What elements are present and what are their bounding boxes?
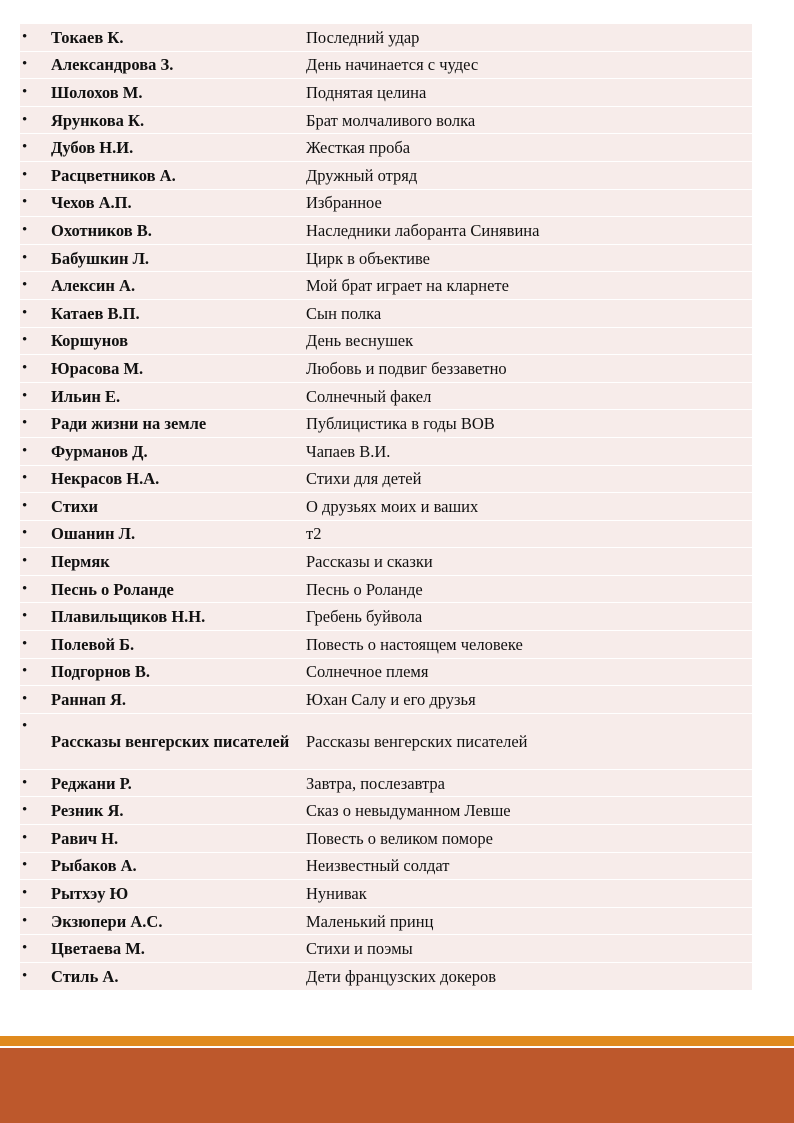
bullet: •	[22, 608, 28, 625]
author-cell: Коршунов	[51, 331, 129, 351]
author-cell: Раннап Я.	[51, 690, 127, 710]
title-cell: Песнь о Роланде	[306, 579, 423, 599]
title-cell: Солнечный факел	[306, 386, 432, 406]
author-cell: Реджани Р.	[51, 773, 132, 793]
bullet: •	[22, 635, 28, 652]
title-cell: Избранное	[306, 193, 382, 213]
author-cell: Ошанин Л.	[51, 524, 136, 544]
title-cell: Рассказы венгерских писателей	[306, 731, 528, 751]
bullet: •	[22, 304, 28, 321]
author-cell: Стиль А.	[51, 966, 119, 986]
author-cell: Рассказы венгерских писателей	[51, 731, 290, 751]
bullet: •	[22, 829, 28, 846]
author-cell: Подгорнов В.	[51, 662, 150, 682]
table-row	[20, 548, 752, 576]
table-row	[20, 24, 752, 52]
table-row	[20, 493, 752, 521]
title-cell: Чапаев В.И.	[306, 441, 391, 461]
bullet: •	[22, 56, 28, 73]
title-cell: Юхан Салу и его друзья	[306, 690, 476, 710]
bullet: •	[22, 415, 28, 432]
bullet: •	[22, 470, 28, 487]
author-cell: Александрова З.	[51, 55, 174, 75]
title-cell: Брат молчаливого волка	[306, 110, 476, 130]
author-cell: Ильин Е.	[51, 386, 121, 406]
author-cell: Резник Я.	[51, 801, 124, 821]
title-cell: О друзьях моих и ваших	[306, 496, 479, 516]
title-cell: Цирк в объективе	[306, 248, 430, 268]
author-cell: Шолохов М.	[51, 82, 143, 102]
title-cell: Наследники лаборанта Синявина	[306, 220, 540, 240]
bullet: •	[22, 221, 28, 238]
bullet: •	[22, 387, 28, 404]
author-cell: Цветаева М.	[51, 939, 145, 959]
title-cell: День начинается с чудес	[306, 55, 479, 75]
footer-accent-line	[0, 1036, 794, 1046]
bullet: •	[22, 967, 28, 984]
table-row	[20, 52, 752, 80]
author-cell: Расцветников А.	[51, 165, 176, 185]
table-row	[20, 908, 752, 936]
title-cell: Любовь и подвиг беззаветно	[306, 358, 507, 378]
author-cell: Юрасова М.	[51, 358, 144, 378]
bullet: •	[22, 717, 28, 734]
author-cell: Алексин А.	[51, 276, 136, 296]
author-cell: Ярункова К.	[51, 110, 145, 130]
author-cell: Токаев К.	[51, 27, 124, 47]
table-row	[20, 355, 752, 383]
title-cell: Неизвестный солдат	[306, 856, 450, 876]
table-row	[20, 300, 752, 328]
author-cell: Рытхэу Ю	[51, 884, 129, 904]
title-cell: Мой брат играет на кларнете	[306, 276, 509, 296]
title-cell: Дружный отряд	[306, 165, 418, 185]
title-cell: Последний удар	[306, 27, 420, 47]
table-row	[20, 521, 752, 549]
bullet: •	[22, 663, 28, 680]
title-cell: Публицистика в годы ВОВ	[306, 414, 495, 434]
table-row	[20, 659, 752, 687]
title-cell: Солнечное племя	[306, 662, 429, 682]
table-row	[20, 963, 752, 991]
bullet: •	[22, 332, 28, 349]
bullet: •	[22, 139, 28, 156]
author-cell: Чехов А.П.	[51, 193, 132, 213]
bullet: •	[22, 111, 28, 128]
bullet: •	[22, 83, 28, 100]
bullet: •	[22, 525, 28, 542]
title-cell: Сказ о невыдуманном Левше	[306, 801, 511, 821]
bullet: •	[22, 774, 28, 791]
title-cell: Нунивак	[306, 884, 367, 904]
author-cell: Пермяк	[51, 552, 110, 572]
table-row	[20, 162, 752, 190]
author-cell: Стихи	[51, 496, 99, 516]
title-cell: Жесткая проба	[306, 138, 411, 158]
bullet: •	[22, 249, 28, 266]
bullet: •	[22, 940, 28, 957]
table-row	[20, 880, 752, 908]
table-row	[20, 576, 752, 604]
table-row	[20, 79, 752, 107]
title-cell: День веснушек	[306, 331, 414, 351]
title-cell: т2	[306, 524, 322, 544]
bullet: •	[22, 580, 28, 597]
bullet: •	[22, 28, 28, 45]
bullet: •	[22, 857, 28, 874]
author-cell: Бабушкин Л.	[51, 248, 150, 268]
author-cell: Песнь о Роланде	[51, 579, 174, 599]
table-row	[20, 714, 752, 770]
author-cell: Фурманов Д.	[51, 441, 148, 461]
table-row	[20, 190, 752, 218]
title-cell: Дети французских докеров	[306, 966, 497, 986]
table-row	[20, 825, 752, 853]
author-cell: Дубов Н.И.	[51, 138, 134, 158]
table-row	[20, 272, 752, 300]
bullet: •	[22, 912, 28, 929]
bullet: •	[22, 553, 28, 570]
title-cell: Стихи для детей	[306, 469, 422, 489]
bullet: •	[22, 359, 28, 376]
table-row	[20, 134, 752, 162]
table-row	[20, 686, 752, 714]
author-cell: Некрасов Н.А.	[51, 469, 160, 489]
bullet: •	[22, 802, 28, 819]
book-list-table	[20, 24, 752, 991]
table-row	[20, 438, 752, 466]
title-cell: Сын полка	[306, 303, 382, 323]
bullet: •	[22, 166, 28, 183]
footer-band	[0, 1048, 794, 1123]
table-row	[20, 328, 752, 356]
author-cell: Ради жизни на земле	[51, 414, 207, 434]
table-row	[20, 107, 752, 135]
table-row	[20, 770, 752, 798]
title-cell: Гребень буйвола	[306, 607, 423, 627]
title-cell: Поднятая целина	[306, 82, 427, 102]
title-cell: Повесть о великом поморе	[306, 828, 493, 848]
title-cell: Завтра, послезавтра	[306, 773, 445, 793]
table-row	[20, 603, 752, 631]
title-cell: Повесть о настоящем человеке	[306, 634, 523, 654]
author-cell: Равич Н.	[51, 828, 119, 848]
bullet: •	[22, 885, 28, 902]
bullet: •	[22, 277, 28, 294]
author-cell: Рыбаков А.	[51, 856, 137, 876]
bullet: •	[22, 194, 28, 211]
author-cell: Плавильщиков Н.Н.	[51, 607, 206, 627]
author-cell: Экзюпери А.С.	[51, 911, 163, 931]
table-row	[20, 410, 752, 438]
table-row	[20, 935, 752, 963]
bullet: •	[22, 497, 28, 514]
bullet: •	[22, 442, 28, 459]
bullet: •	[22, 691, 28, 708]
author-cell: Катаев В.П.	[51, 303, 140, 323]
table-row	[20, 383, 752, 411]
table-row	[20, 245, 752, 273]
author-cell: Полевой Б.	[51, 634, 135, 654]
table-row	[20, 466, 752, 494]
title-cell: Маленький принц	[306, 911, 434, 931]
author-cell: Охотников В.	[51, 220, 152, 240]
title-cell: Стихи и поэмы	[306, 939, 413, 959]
table-row	[20, 853, 752, 881]
table-row	[20, 217, 752, 245]
title-cell: Рассказы и сказки	[306, 552, 433, 572]
table-row	[20, 631, 752, 659]
table-row	[20, 797, 752, 825]
